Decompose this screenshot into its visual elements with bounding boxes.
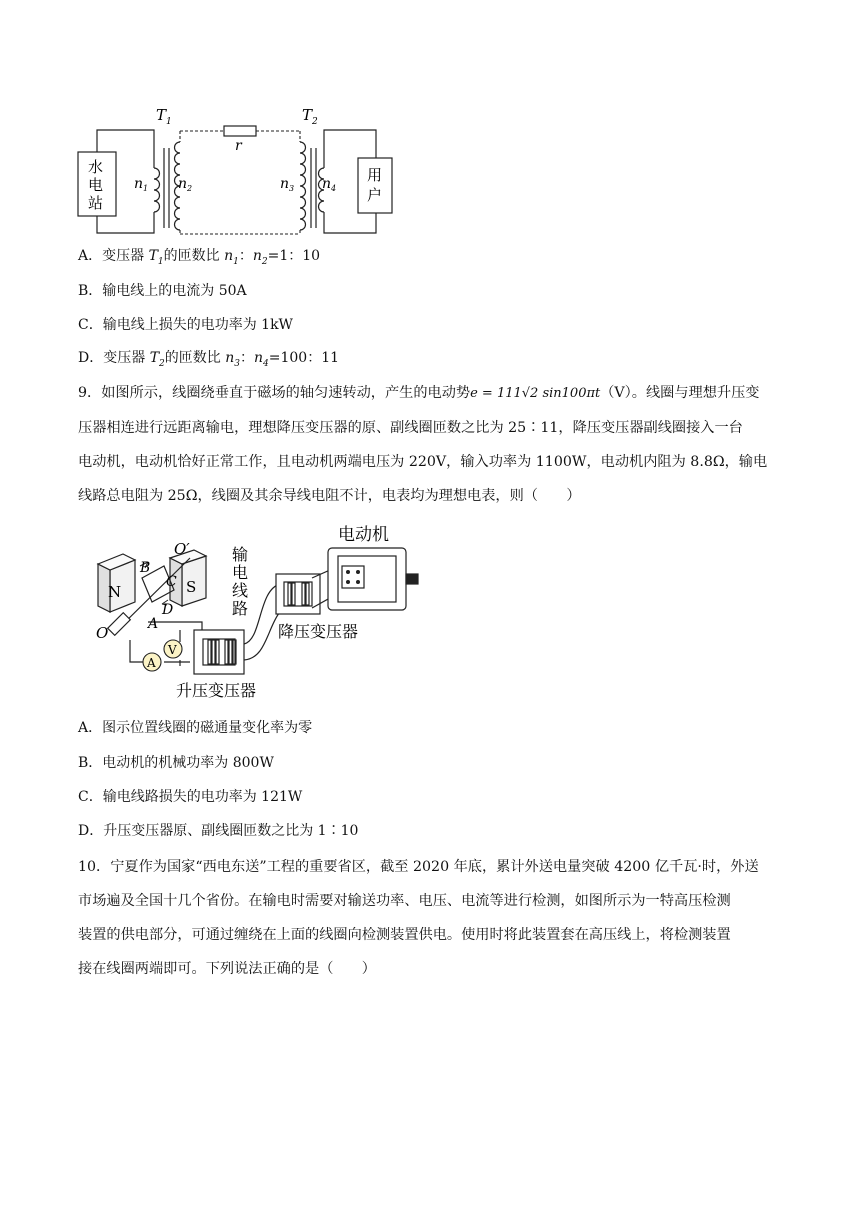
- step-down-label: 降压变压器: [278, 622, 359, 641]
- emf-formula: e = 111√2 sin100πt: [470, 386, 601, 401]
- d-label: D: [162, 602, 174, 618]
- q9-line-2: 压器相连进行远距离输电，理想降压变压器的原、副线圈匝数之比为 25∶11，降压变压器副线圈接入一台: [78, 420, 743, 436]
- q10-line-2: 市场遍及全国十几个省份。在输电时需要对输送功率、电压、电流等进行检测，如图所示为一特高压检测: [78, 893, 731, 909]
- q9-line-3: 电动机，电动机恰好正常工作，且电动机两端电压为 220V，输入功率为 1100W，电动机内阻为 8.8Ω，输电: [78, 454, 768, 470]
- a-label: A: [148, 616, 159, 632]
- q9-option-b[interactable]: B．电动机的机械功率为 800W: [78, 755, 274, 771]
- q9-option-d[interactable]: D．升压变压器原、副线圈匝数之比为 1∶10: [78, 823, 359, 839]
- n1-label: $n_1$: [134, 176, 149, 193]
- q8-option-c[interactable]: C．输电线上损失的电功率为 1kW: [78, 317, 293, 333]
- o-label: O: [96, 624, 109, 642]
- t1-label: $T_1$: [156, 106, 172, 127]
- motor-terminal-box: [342, 566, 364, 588]
- q9-option-c[interactable]: C．输电线路损失的电功率为 121W: [78, 789, 303, 805]
- q8-option-a[interactable]: A．变压器 $T_1$的匝数比 $n_1$：$n_2=1$：10: [78, 248, 321, 267]
- user-label-2: 户: [367, 186, 383, 204]
- b-label: B: [140, 560, 151, 576]
- source-label-3: 站: [88, 194, 104, 212]
- line-label-1: 输: [232, 545, 249, 564]
- s-pole-label: S: [186, 578, 197, 596]
- q10-line-1: 10．宁夏作为国家“西电东送”工程的重要省区，截至 2020 年底，累计外送电量突破 4200 亿千瓦·时，外送: [78, 859, 759, 875]
- source-label-1: 水: [88, 158, 104, 176]
- n4-label: $n_4$: [322, 176, 337, 193]
- n2-label: $n_2$: [178, 176, 193, 193]
- q9-line-1: 9．如图所示，线圈绕垂直于磁场的轴匀速转动，产生的电动势e = 111√2 sin100πt（V）。线圈与理想升压变: [78, 385, 760, 401]
- source-label-2: 电: [88, 176, 104, 194]
- q10-line-4: 接在线圈两端即可。下列说法正确的是（ ）: [78, 961, 376, 977]
- c-label: C: [166, 574, 177, 590]
- line-label-3: 线: [232, 581, 249, 600]
- q10-line-3: 装置的供电部分，可通过缠绕在上面的线圈向检测装置供电。使用时将此装置套在高压线上，将检测装置: [78, 927, 731, 943]
- line-label-2: 电: [232, 563, 249, 582]
- n3-label: $n_3$: [280, 176, 295, 193]
- svg-text:A: A: [147, 656, 156, 670]
- svg-text:V: V: [168, 643, 177, 657]
- transmission-circuit-diagram: [70, 100, 410, 240]
- q9-option-a[interactable]: A．图示位置线圈的磁通量变化率为零: [78, 720, 313, 736]
- o-prime-label: O′: [174, 540, 190, 558]
- resistor-r: [224, 126, 256, 136]
- coil-n3: [300, 142, 306, 230]
- step-up-label: 升压变压器: [176, 681, 257, 700]
- r-label: r: [235, 138, 242, 154]
- motor-label: 电动机: [338, 525, 389, 545]
- q9-line-4: 线路总电阻为 25Ω，线圈及其余导线电阻不计，电表均为理想电表，则（ ）: [78, 488, 581, 504]
- generator-transmission-diagram: [90, 520, 440, 705]
- user-label-1: 用: [367, 166, 383, 184]
- t2-label: $T_2$: [302, 106, 318, 127]
- coil-n1: [154, 168, 160, 212]
- line-label-4: 路: [232, 599, 249, 618]
- q8-option-b[interactable]: B．输电线上的电流为 50A: [78, 283, 247, 299]
- n-pole-label: N: [108, 583, 122, 601]
- q8-option-d[interactable]: D．变压器 $T_2$的匝数比 $n_3$：$n_4=100$：11: [78, 350, 340, 369]
